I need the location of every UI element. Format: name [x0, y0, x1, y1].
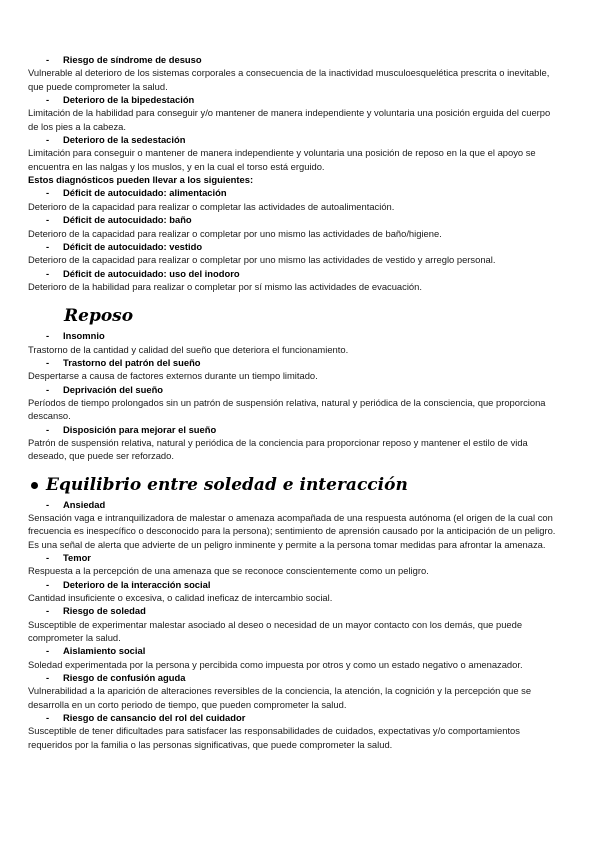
diagnosis-title-text: Deterioro de la sedestación: [63, 134, 186, 145]
diagnosis-title: [28, 578, 562, 591]
diagnosis-title-text: Riesgo de cansancio del rol del cuidador: [63, 712, 246, 724]
diagnosis-definition: Susceptible de tener dificultades para satisfacer las responsabilidades de cuidados, expectativas y/o comportamientos requeridos por la familia o las personas significativas, que puede comprometer la salud.: [28, 725, 520, 750]
diagnosis-title-text: Déficit de autocuidado: uso del inodoro: [63, 267, 240, 279]
diagnosis-title: [28, 186, 562, 199]
diagnosis-title: [28, 213, 562, 226]
diagnosis-definition: Patrón de suspensión relativa, natural y periódica de la conciencia para proporcionar reposo y mantener el estilo de vida deseado, que puede ser reforzado.: [28, 437, 528, 462]
diagnosis-definition: Deterioro de la capacidad para realizar o completar por uno mismo las actividades de baño/higiene.: [28, 227, 442, 239]
diagnosis-title-text: Deterioro de la interacción social: [63, 578, 211, 590]
diagnosis-title: [28, 711, 562, 724]
diagnosis-definition: Trastorno de la cantidad y calidad del sueño que deteriora el funcionamiento.: [28, 343, 349, 355]
dash-marker: -: [46, 672, 50, 684]
diagnosis-definition: Soledad experimentada por la persona y percibida como impuesta por otros y como un estado negativo o amenazador.: [28, 658, 523, 670]
document-page: [28, 53, 562, 751]
diagnosis-title-text: Ansiedad: [63, 498, 106, 510]
diagnosis-title: [28, 53, 562, 66]
diagnosis-definition: Limitación de la habilidad para conseguir y/o mantener de manera independiente y voluntaria una posición erguida del cuerpo de los pies a la cabeza.: [28, 107, 551, 132]
diagnosis-title-text: Disposición para mejorar el sueño: [63, 423, 217, 435]
dash-marker: -: [46, 423, 50, 435]
diagnosis-title: [28, 604, 562, 617]
diagnosis-definition: Cantidad insuficiente o excesiva, o calidad ineficaz de intercambio social.: [28, 592, 333, 604]
dash-marker: -: [46, 214, 50, 226]
bullet-icon: [31, 482, 38, 489]
diagnosis-title-text: Riesgo de soledad: [63, 605, 146, 617]
diagnosis-definition: Limitación para conseguir o mantener de manera independiente y voluntaria una posición de reposo en la que el apoyo se encuentra en las nalgas y los muslos, y en la cual el torso está erguido.: [28, 147, 536, 172]
dash-marker: -: [46, 240, 50, 252]
dash-marker: -: [46, 383, 50, 395]
dash-marker: -: [46, 712, 50, 724]
section-heading-reposo: [28, 305, 562, 327]
diagnosis-title: [28, 423, 562, 436]
diagnosis-title: [28, 356, 562, 369]
diagnosis-title-text: Aislamiento social: [63, 645, 146, 657]
dash-marker: -: [46, 605, 50, 617]
diagnosis-definition: Despertarse a causa de factores externos durante un tiempo limitado.: [28, 370, 318, 382]
diagnosis-title: [28, 551, 562, 564]
section-heading-text: Reposo: [64, 306, 134, 327]
diagnosis-definition: Deterioro de la capacidad para realizar o completar las actividades de autoalimentación.: [28, 200, 395, 212]
diagnosis-definition: Respuesta a la percepción de una amenaza que se reconoce conscientemente como un peligro.: [28, 565, 429, 577]
diagnosis-title-text: Déficit de autocuidado: baño: [63, 214, 192, 226]
diagnosis-definition: Deterioro de la habilidad para realizar o completar por sí mismo las actividades de evacuación.: [28, 280, 422, 292]
diagnosis-title: [28, 240, 562, 253]
dash-marker: -: [46, 551, 50, 563]
dash-marker: -: [46, 578, 50, 590]
diagnosis-title-text: Trastorno del patrón del sueño: [63, 356, 201, 368]
diagnosis-definition: Períodos de tiempo prolongados sin un patrón de suspensión relativa, natural y periódica de la consciencia, que proporciona descanso.: [28, 397, 546, 422]
diagnosis-title: [28, 267, 562, 280]
diagnosis-title-text: Riesgo de síndrome de desuso: [63, 54, 202, 65]
diagnosis-title: [28, 329, 562, 342]
diagnosis-title-text: Insomnio: [63, 330, 105, 342]
section-heading-equil: [28, 474, 562, 496]
bold-intro-line: Estos diagnósticos pueden llevar a los siguientes:: [28, 174, 254, 185]
diagnosis-title-text: Déficit de autocuidado: vestido: [63, 240, 203, 252]
diagnosis-definition: Vulnerable al deterioro de los sistemas corporales a consecuencia de la inactividad musculoesquelética prescrita o inevitable, que puede comprometer la salud.: [28, 67, 550, 92]
diagnosis-title: [28, 644, 562, 657]
section-heading-text: Equilibrio entre soledad e interacción: [46, 474, 408, 495]
dash-marker: -: [46, 645, 50, 657]
diagnosis-title-text: Deprivación del sueño: [63, 383, 164, 395]
dash-marker: -: [46, 356, 50, 368]
diagnosis-definition: Deterioro de la capacidad para realizar o completar por uno mismo las actividades de vestido y arreglo personal.: [28, 254, 496, 266]
dash-marker: -: [46, 134, 50, 145]
diagnosis-title: [28, 498, 562, 511]
dash-marker: -: [46, 187, 50, 199]
diagnosis-definition: Susceptible de experimentar malestar asociado al deseo o necesidad de un mayor contacto con los demás, que puede comprometer la salud.: [28, 618, 523, 644]
diagnosis-title-text: Déficit de autocuidado: alimentación: [63, 187, 227, 199]
dash-marker: -: [46, 94, 50, 105]
dash-marker: -: [46, 498, 50, 510]
dash-marker: -: [46, 330, 50, 342]
diagnosis-title: [28, 133, 562, 146]
diagnosis-title-text: Temor: [63, 551, 91, 563]
diagnosis-definition: Vulnerabilidad a la aparición de alteraciones reversibles de la conciencia, la atención, la cognición y la percepción que se desarrolla en un corto periodo de tiempo, que pueden comprometer la salud.: [28, 685, 532, 710]
diagnosis-title-text: Deterioro de la bipedestación: [63, 94, 195, 105]
diagnosis-title: [28, 93, 562, 106]
diagnosis-title: [28, 383, 562, 396]
diagnosis-definition: Sensación vaga e intranquilizadora de malestar o amenaza acompañada de una respuesta autónoma (el origen de la cual con frecuencia es inespecífico o desconocido para la persona); sentimiento de aprensión causado por la anticipación de un peligro. Es una señal de alerta que advierte de un peligro inminente y permite a la persona tomar medidas para afrontar la amenaza.: [28, 512, 556, 550]
dash-marker: -: [46, 267, 50, 279]
diagnosis-title: [28, 671, 562, 684]
dash-marker: -: [46, 54, 50, 65]
diagnosis-title-text: Riesgo de confusión aguda: [63, 672, 186, 684]
